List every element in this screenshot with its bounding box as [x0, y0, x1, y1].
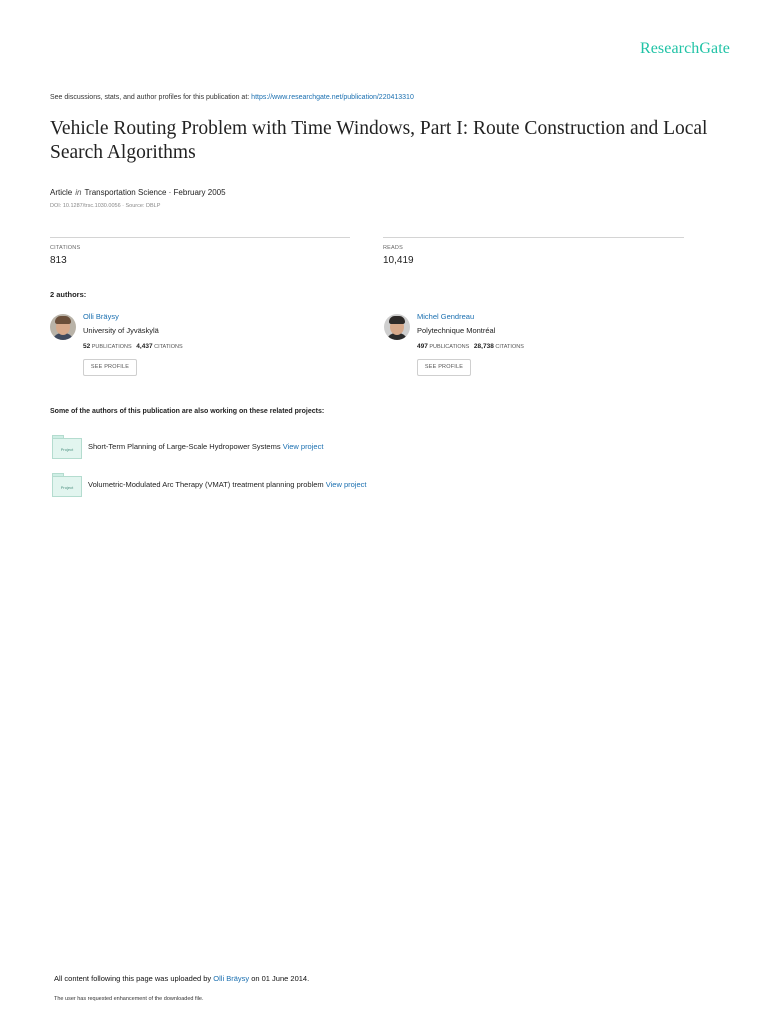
publication-type: Article [50, 188, 73, 197]
project-text [88, 480, 366, 489]
author-citations-label: CITATIONS [154, 344, 183, 350]
divider-citations [50, 237, 350, 238]
author-card [384, 312, 684, 382]
author-publications-count: 497 [417, 343, 428, 350]
project-item [50, 473, 550, 501]
author-citations-count: 28,738 [473, 343, 494, 350]
author-card [50, 312, 350, 382]
project-icon-label: Project [60, 447, 74, 452]
citations-value: 813 [50, 255, 67, 266]
publication-url-link[interactable]: https://www.researchgate.net/publication/220413310 [251, 94, 414, 101]
divider-reads [383, 237, 684, 238]
publication-venue-date[interactable]: Transportation Science · February 2005 [84, 188, 226, 197]
author-stats [417, 343, 524, 350]
publication-title: Vehicle Routing Problem with Time Windows, Part I: Route Construction and Local Search Algorithms [50, 118, 708, 163]
related-projects-label: Some of the authors of this publication are also working on these related projects: [50, 408, 325, 415]
see-profile-button[interactable]: SEE PROFILE [417, 359, 471, 376]
reads-value: 10,419 [383, 255, 414, 266]
author-name-link[interactable]: Olli Bräysy [83, 312, 119, 321]
view-project-link[interactable]: View project [325, 480, 367, 489]
discussion-line [50, 94, 414, 101]
discussion-prefix: See discussions, stats, and author profiles for this publication at: [50, 94, 252, 101]
see-profile-button[interactable]: SEE PROFILE [83, 359, 137, 376]
doi-source: DOI: 10.1287/trsc.1030.0056 · Source: DBLP [50, 203, 161, 209]
project-title: Volumetric-Modulated Arc Therapy (VMAT) treatment planning problem [88, 480, 324, 489]
project-title: Short-Term Planning of Large-Scale Hydropower Systems [88, 442, 281, 451]
author-name-link[interactable]: Michel Gendreau [417, 312, 475, 321]
author-citations-count: 4,437 [136, 343, 153, 350]
enhancement-note: The user has requested enhancement of the downloaded file. [54, 996, 204, 1002]
authors-label: 2 authors: [50, 290, 87, 299]
author-publications-label: PUBLICATIONS [429, 344, 470, 350]
project-folder-icon [52, 473, 82, 497]
avatar[interactable] [384, 314, 410, 340]
reads-label: READS [383, 245, 403, 251]
project-item [50, 435, 550, 463]
author-citations-label: CITATIONS [495, 344, 524, 350]
author-publications-label: PUBLICATIONS [91, 344, 132, 350]
citations-label: CITATIONS [50, 245, 81, 251]
author-institution: University of Jyväskylä [83, 326, 159, 335]
author-stats [83, 343, 183, 350]
author-publications-count: 52 [83, 343, 91, 350]
project-text [88, 442, 323, 451]
view-project-link[interactable]: View project [282, 442, 324, 451]
upload-notice [54, 974, 309, 983]
upload-suffix: on 01 June 2014. [249, 974, 310, 983]
in-word: in [75, 188, 82, 197]
upload-prefix: All content following this page was uploaded by [54, 974, 214, 983]
uploader-link[interactable]: Olli Bräysy [213, 974, 250, 983]
avatar[interactable] [50, 314, 76, 340]
project-icon-label: Project [60, 485, 74, 490]
researchgate-logo[interactable]: ResearchGate [639, 40, 730, 57]
author-institution: Polytechnique Montréal [417, 326, 496, 335]
project-folder-icon [52, 435, 82, 459]
publication-meta [50, 188, 226, 197]
